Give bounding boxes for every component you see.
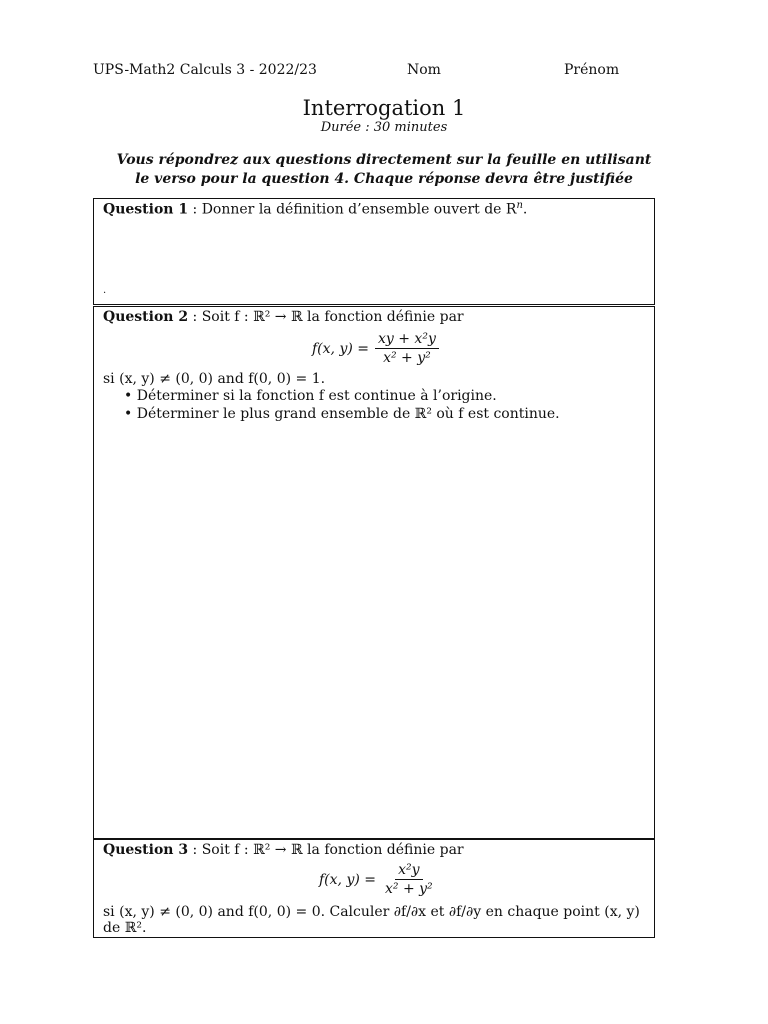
nom-label: Nom: [407, 62, 441, 78]
duration: Durée : 30 minutes: [320, 120, 448, 135]
prenom-label: Prénom: [564, 62, 620, 78]
question-3-text-line-1: si (x, y) ≠ (0, 0) and f(0, 0) = 0. Calculer ∂f/∂x et ∂f/∂y en chaque point (x, y): [103, 904, 640, 920]
question-3-statement: [103, 842, 464, 858]
question-3-intro: : Soit f : ℝ² → ℝ la fonction définie par: [188, 842, 464, 858]
bullet-icon: •: [124, 406, 137, 422]
question-2-box[interactable]: [93, 306, 655, 839]
instructions-line-1: Vous répondrez aux questions directement sur la feuille en utilisant: [116, 152, 652, 168]
question-2-bullet-1-text: Déterminer si la fonction f est continue à l’origine.: [136, 388, 497, 404]
question-1-end: .: [522, 201, 528, 218]
question-3-formula: [319, 862, 436, 897]
question-1-statement: [103, 200, 527, 218]
question-1-box[interactable]: [93, 198, 655, 305]
question-2-numerator: xy + x²y: [375, 331, 439, 349]
question-2-statement: [103, 309, 464, 325]
question-1-exponent: n: [516, 200, 523, 211]
question-1-dot: .: [103, 285, 107, 296]
instructions: [80, 151, 688, 189]
question-2-intro: : Soit f : ℝ² → ℝ la fonction définie par: [188, 309, 464, 325]
question-3-denominator: x² + y²: [385, 881, 433, 897]
question-1-label: Question 1: [103, 201, 189, 218]
question-2-condition: si (x, y) ≠ (0, 0) and f(0, 0) = 1.: [103, 371, 326, 387]
question-3-label: Question 3: [103, 842, 189, 858]
question-3-lhs: f(x, y) =: [319, 871, 376, 888]
question-1-text: : Donner la définition d’ensemble ouvert de R: [188, 201, 517, 218]
question-2-lhs: f(x, y) =: [312, 340, 369, 357]
question-3-text-line-2: de ℝ².: [103, 920, 147, 936]
question-2-label: Question 2: [103, 309, 189, 325]
question-2-bullet-1: [124, 388, 497, 404]
question-3-numerator: x²y: [395, 862, 422, 880]
page-title: Interrogation 1: [302, 96, 466, 120]
instructions-line-2: le verso pour la question 4. Chaque réponse devra être justifiée: [135, 171, 633, 187]
question-2-formula: [312, 331, 439, 366]
question-2-bullet-2-text: Déterminer le plus grand ensemble de ℝ² où f est continue.: [136, 406, 560, 422]
question-3-box[interactable]: [93, 839, 655, 938]
course-title: UPS-Math2 Calculs 3 - 2022/23: [93, 62, 317, 78]
question-2-fraction: [375, 331, 439, 366]
question-3-fraction: [382, 862, 436, 897]
question-2-denominator: x² + y²: [383, 350, 431, 366]
bullet-icon: •: [124, 388, 137, 404]
question-2-bullet-2: [124, 406, 560, 422]
